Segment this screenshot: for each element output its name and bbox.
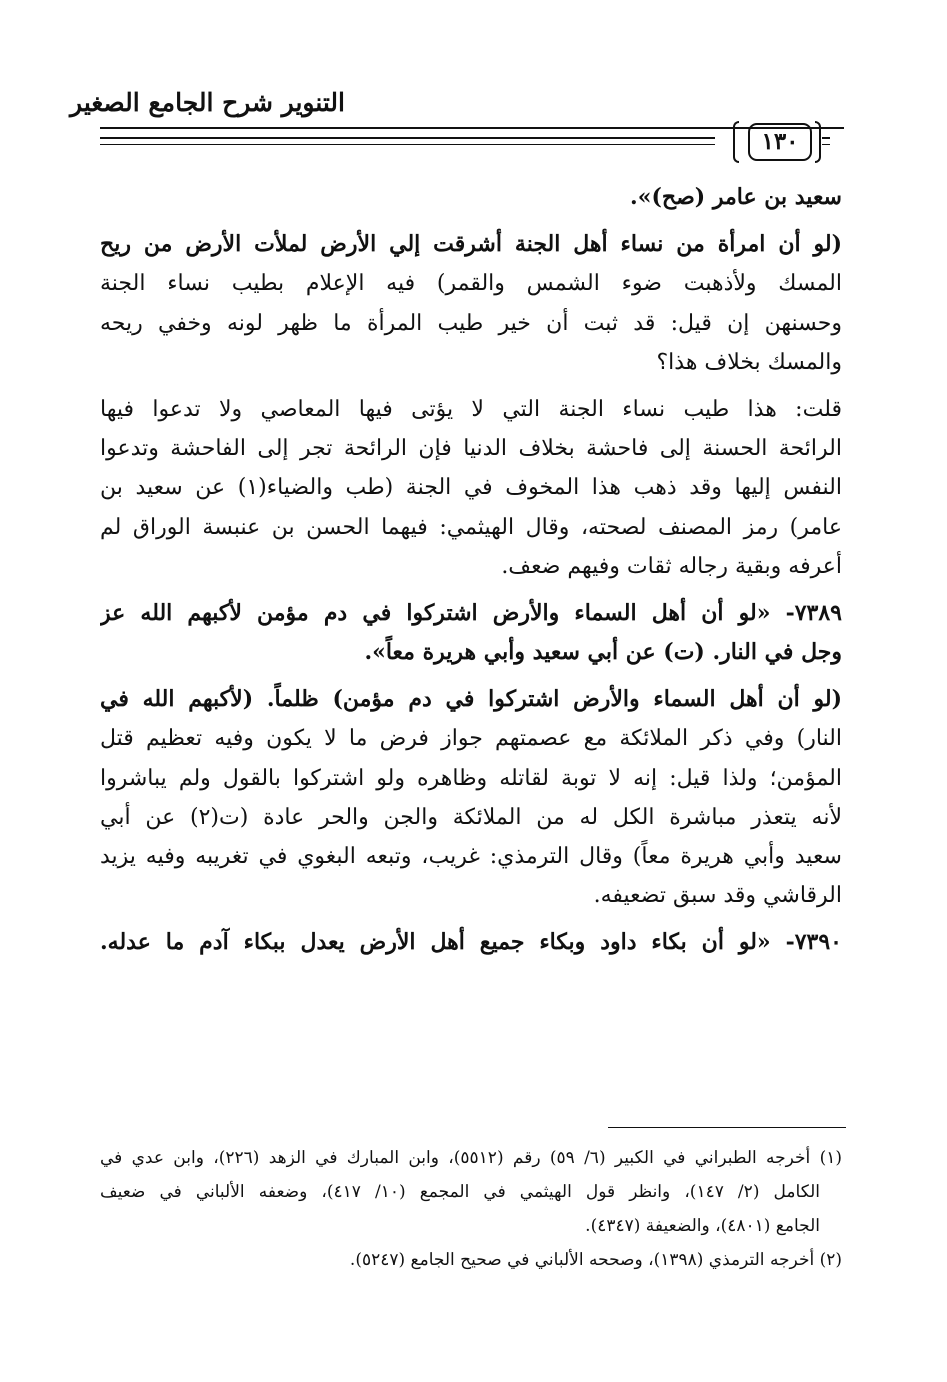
text-line: والمسك بخلاف هذا؟ bbox=[656, 349, 842, 375]
footnote-line: (٢) أخرجه الترمذي (١٣٩٨)، وصححه الألباني في صحيح الجامع (٥٢٤٧). bbox=[349, 1250, 842, 1270]
text-line: المؤمن؛ ولذا قيل: إنه لا توبة لقاتله وظاهره ولو اشتركوا بالقول ولم يباشروا bbox=[100, 765, 842, 791]
paragraph-gap bbox=[100, 915, 842, 923]
header-double-rule bbox=[100, 137, 715, 139]
paragraph-gap bbox=[100, 586, 842, 594]
footnote-line: الجامع (٤٨٠١)، والضعيفة (٤٣٤٧). bbox=[585, 1216, 820, 1236]
text-line: النار) وفي ذكر الملائكة مع عصمتهم جواز فرض ما لا يكون وفيه تعظيم قتل bbox=[100, 726, 842, 752]
text-line: سعيد وأبي هريرة معاً) وقال الترمذي: غريب، وتبعه البغوي في تغريبه وفيه يزيد bbox=[100, 844, 842, 869]
text-line: أعرفه وبقية رجاله ثقات وفيهم ضعف. bbox=[501, 553, 842, 579]
main-text bbox=[100, 178, 842, 963]
text-line: قلت: هذا طيب نساء الجنة التي لا يؤتى فيها المعاصي ولا تدعوا فيها bbox=[100, 396, 842, 422]
page-number-bracket-right bbox=[815, 121, 821, 163]
footnotes bbox=[100, 1141, 842, 1277]
text-line: سعيد بن عامر (صح)». bbox=[630, 184, 842, 210]
header-rule-end bbox=[822, 137, 830, 139]
text-line: الرائحة الحسنة إلى فاحشة بخلاف الدنيا فإن الرائحة تجر إلى الفاحشة وتدعوا bbox=[100, 436, 842, 462]
text-line: المسك ولأذهبت ضوء الشمس والقمر) فيه الإعلام بطيب نساء الجنة bbox=[100, 271, 842, 297]
header-double-rule-thin bbox=[100, 144, 715, 145]
text-line: ٧٣٩٠- «لو أن بكاء داود وبكاء جميع أهل الأرض يعدل ببكاء آدم ما عدله. bbox=[100, 929, 842, 956]
header-rule-end-thin bbox=[822, 144, 830, 145]
text-line: لأنه يتعذر مباشرة الكل له من الملائكة والجن والحر عادة (ت(٢) عن أبي bbox=[100, 804, 842, 830]
text-line: ٧٣٨٩- «لو أن أهل السماء والأرض اشتركوا في دم مؤمن لأكبهم الله عز bbox=[100, 599, 842, 626]
text-line: وجل في النار. (ت) عن أبي سعيد وأبي هريرة معاً». bbox=[364, 639, 842, 666]
paragraph-gap bbox=[100, 672, 842, 680]
footnote-line: (١) أخرجه الطبراني في الكبير (٦/ ٥٩) رقم (٥٥١٢)، وابن المبارك في الزهد (٢٢٦)، وابن عدي في bbox=[100, 1148, 842, 1168]
text-line: النفس إليها وقد ذهب هذا المخوف في الجنة (طب والضياء(١) عن سعيد بن bbox=[100, 475, 842, 501]
text-line: الرقاشي وقد سبق تضعيفه. bbox=[593, 883, 842, 909]
running-title: التنوير شرح الجامع الصغير bbox=[70, 88, 345, 117]
footnote-separator bbox=[608, 1127, 846, 1128]
page-number: ١٣٠ bbox=[748, 123, 812, 161]
paragraph-gap bbox=[100, 217, 842, 225]
paragraph-gap bbox=[100, 382, 842, 390]
footnote-line: الكامل (٢/ ١٤٧)، وانظر قول الهيثمي في المجمع (١٠/ ٤١٧)، وضعفه الألباني في ضعيف bbox=[100, 1182, 820, 1202]
text-line: وحسنهن إن قيل: قد ثبت أن خير طيب المرأة ما ظهر لونه وخفي ريحه bbox=[100, 310, 842, 336]
text-line: (لو أن امرأة من نساء أهل الجنة أشرقت إلي الأرض لملأت الأرض من ريح bbox=[100, 231, 842, 258]
page-number-bracket-left bbox=[733, 121, 739, 163]
text-line: (لو أن أهل السماء والأرض اشتركوا في دم مؤمن) ظلماً. (لأكبهم الله في bbox=[100, 686, 842, 713]
text-line: عامر) رمز المصنف لصحته، وقال الهيثمي: فيهما الحسن بن عنبسة الوراق لم bbox=[100, 514, 842, 540]
